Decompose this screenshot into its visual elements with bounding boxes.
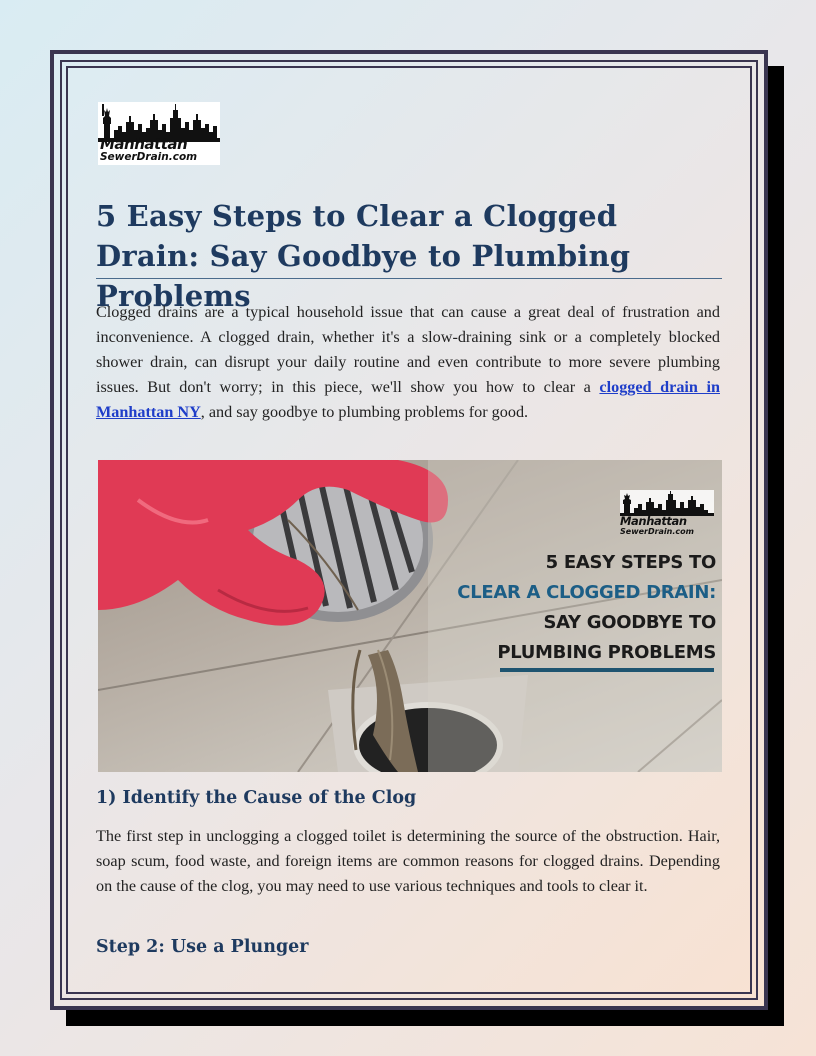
- intro-paragraph: [96, 300, 720, 425]
- logo-domain: SewerDrain.com: [100, 151, 198, 163]
- logo-wordmark: Manhattan: [100, 135, 188, 153]
- hero-skyline-icon: [620, 490, 714, 516]
- hero-line-3: SAY GOODBYE TO: [543, 612, 716, 633]
- hero-line-4: PLUMBING PROBLEMS: [497, 642, 716, 663]
- intro-text-after: , and say goodbye to plumbing problems for good.: [200, 403, 529, 421]
- hero-line-1: 5 EASY STEPS TO: [545, 552, 716, 573]
- hero-image: [98, 460, 722, 772]
- hero-logo-wordmark: Manhattan: [620, 514, 687, 528]
- step1-paragraph: The first step in unclogging a clogged toilet is determining the source of the obstruction. Hair, soap scum, food waste, and foreign items are common reasons for clogged drains. Depending on the cause of the clog, you may need to use various techniques and tools to clear it.: [96, 827, 720, 895]
- hero-logo-domain: SewerDrain.com: [620, 527, 694, 536]
- hero-line-2: CLEAR A CLOGGED DRAIN:: [457, 582, 716, 603]
- company-logo: [98, 102, 220, 165]
- step2-heading: Step 2: Use a Plunger: [96, 937, 309, 957]
- title-divider: [96, 278, 722, 279]
- intro-text-before: Clogged drains are a typical household issue that can cause a great deal of frustration and inconvenience. A clogged drain, whether it's a slow-draining sink or a completely blocked shower drain, can disrupt your daily routine and even contribute to more severe plumbing issues. But don't worry; in this piece, we'll show you how to clear a: [96, 303, 720, 396]
- page-title: 5 Easy Steps to Clear a Clogged Drain: Say Goodbye to Plumbing Problems: [96, 199, 631, 313]
- hero-logo: [620, 490, 714, 538]
- step1-heading: 1) Identify the Cause of the Clog: [96, 788, 417, 808]
- hero-headline: [457, 548, 716, 668]
- clogged-drain-link[interactable]: clogged drain in Manhattan NY: [96, 378, 720, 421]
- hero-underline: [500, 668, 714, 672]
